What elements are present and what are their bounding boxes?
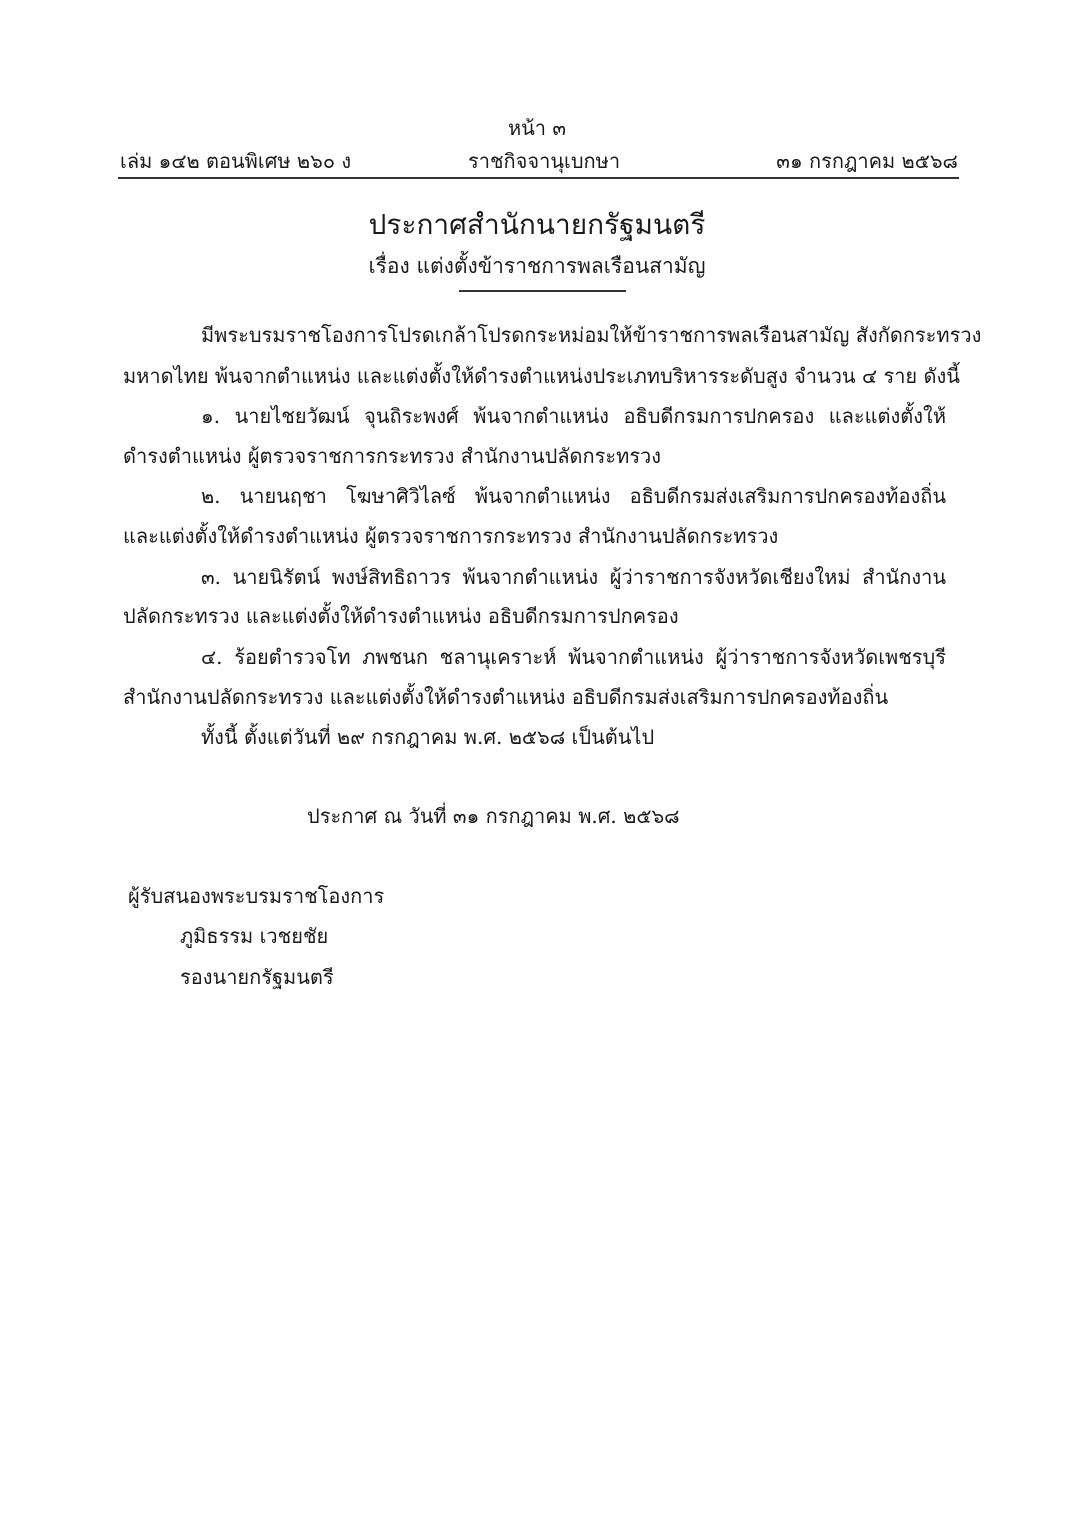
body-line: ทั้งนี้ ตั้งแต่วันที่ ๒๙ กรกฎาคม พ.ศ. ๒๕๖๘ เป็นต้นไป (201, 725, 655, 749)
announcement-subject: เรื่อง แต่งตั้งข้าราชการพลเรือนสามัญ (368, 254, 706, 278)
issue-date: ๓๑ กรกฎาคม ๒๕๖๘ (776, 149, 958, 173)
body-line: และแต่งตั้งให้ดำรงตำแหน่ง ผู้ตรวจราชการกระทรวง สำนักงานปลัดกระทรวง (123, 524, 779, 548)
header-divider (118, 177, 959, 179)
body-line: ดำรงตำแหน่ง ผู้ตรวจราชการกระทรวง สำนักงานปลัดกระทรวง (123, 444, 662, 468)
volume-issue: เล่ม ๑๔๒ ตอนพิเศษ ๒๖๐ ง (120, 149, 352, 173)
countersign-label: ผู้รับสนองพระบรมราชโองการ (128, 884, 385, 908)
body-line: ปลัดกระทรวง และแต่งตั้งให้ดำรงตำแหน่ง อธิบดีกรมการปกครอง (123, 604, 679, 628)
body-line: ๔. ร้อยตำรวจโท ภพชนก ชลานุเคราะห์ พ้นจากตำแหน่ง ผู้ว่าราชการจังหวัดเพชรบุรี (201, 645, 946, 669)
body-line: ๒. นายนฤชา โฆษาศิวิไลซ์ พ้นจากตำแหน่ง อธิบดีกรมส่งเสริมการปกครองท้องถิ่น (201, 484, 946, 508)
body-line: ๓. นายนิรัตน์ พงษ์สิทธิถาวร พ้นจากตำแหน่ง ผู้ว่าราชการจังหวัดเชียงใหม่ สำนักงาน (201, 565, 946, 589)
body-line: มีพระบรมราชโองการโปรดเกล้าโปรดกระหม่อมให้ข้าราชการพลเรือนสามัญ สังกัดกระทรวง (201, 323, 982, 347)
body-line: สำนักงานปลัดกระทรวง และแต่งตั้งให้ดำรงตำแหน่ง อธิบดีกรมส่งเสริมการปกครองท้องถิ่น (123, 685, 889, 709)
proclamation-date: ประกาศ ณ วันที่ ๓๑ กรกฎาคม พ.ศ. ๒๕๖๘ (307, 804, 680, 828)
announcement-title: ประกาศสำนักนายกรัฐมนตรี (368, 208, 706, 241)
body-line: มหาดไทย พ้นจากตำแหน่ง และแต่งตั้งให้ดำรงตำแหน่งประเภทบริหารระดับสูง จำนวน ๔ ราย ดังนี้ (123, 364, 960, 388)
body-line: ๑. นายไชยวัฒน์ จุนถิระพงศ์ พ้นจากตำแหน่ง อธิบดีกรมการปกครอง และแต่งตั้งให้ (201, 404, 946, 428)
gazette-name: ราชกิจจานุเบกษา (468, 149, 621, 173)
signatory-name: ภูมิธรรม เวชยชัย (180, 924, 329, 948)
title-divider (459, 290, 626, 292)
signatory-position: รองนายกรัฐมนตรี (180, 965, 334, 989)
page-number: หน้า ๓ (507, 116, 567, 140)
